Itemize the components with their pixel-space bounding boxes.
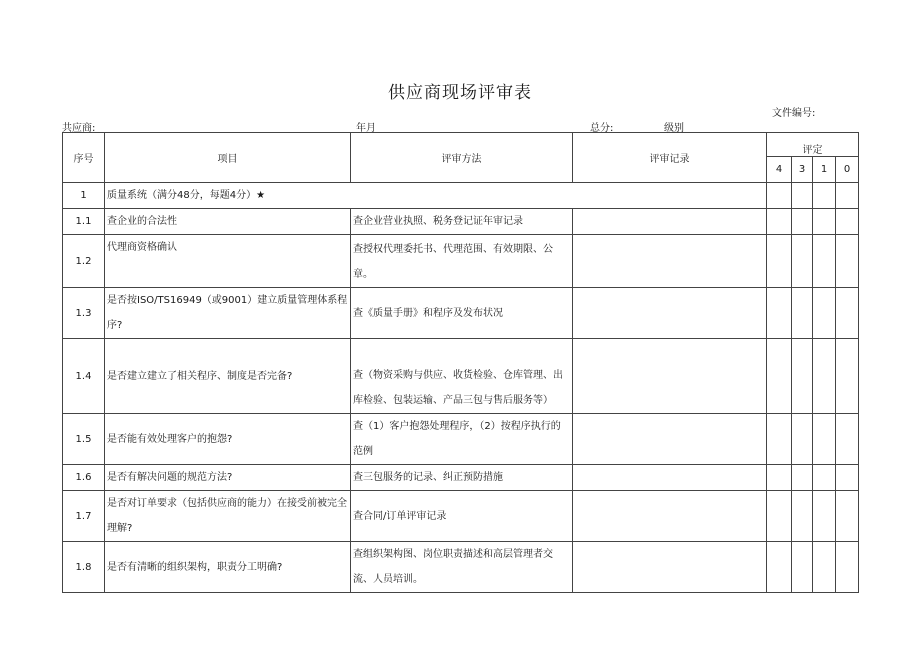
supplier-label: 共应商: (62, 123, 96, 134)
score-header: 4 (767, 157, 792, 183)
table-row (63, 465, 859, 491)
row-item: 是否对订单要求（包括供应商的能力）在接受前被完全理解? (105, 491, 351, 542)
score-cell[interactable] (792, 339, 813, 414)
score-cell[interactable] (813, 339, 836, 414)
table-row (63, 414, 859, 465)
score-cell[interactable] (767, 491, 792, 542)
score-header: 0 (836, 157, 859, 183)
row-record[interactable] (573, 414, 767, 465)
row-no: 1.7 (63, 491, 105, 542)
row-record[interactable] (573, 209, 767, 235)
score-cell[interactable] (792, 183, 813, 209)
score-cell[interactable] (767, 465, 792, 491)
score-cell[interactable] (767, 288, 792, 339)
row-method: 查合同/订单评审记录 (351, 491, 573, 542)
score-cell[interactable] (836, 491, 859, 542)
score-cell[interactable] (836, 542, 859, 593)
header-record: 评审记录 (573, 133, 767, 183)
table-row (63, 235, 859, 288)
score-cell[interactable] (792, 235, 813, 288)
score-cell[interactable] (792, 209, 813, 235)
row-record[interactable] (573, 491, 767, 542)
row-item: 是否按ISO/TS16949（或9001）建立质量管理体系程序? (105, 288, 351, 339)
score-cell[interactable] (813, 209, 836, 235)
table-row (63, 339, 859, 414)
date-label: 年月 (356, 123, 376, 134)
evaluation-table (62, 132, 859, 593)
score-cell[interactable] (792, 542, 813, 593)
row-record[interactable] (573, 339, 767, 414)
score-header: 1 (813, 157, 836, 183)
row-method: 查《质量手册》和程序及发布状况 (351, 288, 573, 339)
score-cell[interactable] (836, 183, 859, 209)
row-method: 查企业营业执照、税务登记证年审记录 (351, 209, 573, 235)
header-item: 项目 (105, 133, 351, 183)
score-cell[interactable] (813, 183, 836, 209)
row-no: 1.1 (63, 209, 105, 235)
grade-label: 级别 (664, 123, 684, 134)
row-no: 1.4 (63, 339, 105, 414)
score-cell[interactable] (813, 288, 836, 339)
row-item: 是否有清晰的组织架构，职责分工明确? (105, 542, 351, 593)
score-cell[interactable] (767, 183, 792, 209)
section-title: 质量系统（满分48分，每题4分）★ (105, 183, 767, 209)
score-cell[interactable] (836, 209, 859, 235)
score-cell[interactable] (767, 235, 792, 288)
row-method: 查（1）客户抱怨处理程序，（2）按程序执行的范例 (351, 414, 573, 465)
score-cell[interactable] (813, 542, 836, 593)
score-cell[interactable] (792, 414, 813, 465)
row-no: 1.3 (63, 288, 105, 339)
row-method: 查授权代理委托书、代理范围、有效期限、公章。 (351, 235, 573, 288)
row-record[interactable] (573, 465, 767, 491)
score-cell[interactable] (767, 339, 792, 414)
row-item: 代理商资格确认 (105, 235, 351, 288)
score-cell[interactable] (813, 491, 836, 542)
row-no: 1.5 (63, 414, 105, 465)
score-header: 3 (792, 157, 813, 183)
row-item: 是否有解决问题的规范方法? (105, 465, 351, 491)
header-row (63, 133, 859, 157)
page-title: 供应商现场评审表 (388, 83, 532, 103)
document-number-label: 文件编号: (772, 108, 816, 119)
score-cell[interactable] (792, 491, 813, 542)
score-cell[interactable] (836, 235, 859, 288)
section-no: 1 (63, 183, 105, 209)
score-cell[interactable] (836, 465, 859, 491)
row-no: 1.8 (63, 542, 105, 593)
row-record[interactable] (573, 288, 767, 339)
table-row (63, 491, 859, 542)
score-cell[interactable] (767, 542, 792, 593)
row-method: 查（物资采购与供应、收货检验、仓库管理、出库检验、包装运输、产品三包与售后服务等） (351, 339, 573, 414)
row-item: 是否建立建立了相关程序、制度是否完备? (105, 339, 351, 414)
table-row (63, 209, 859, 235)
row-record[interactable] (573, 542, 767, 593)
section-row (63, 183, 859, 209)
score-cell[interactable] (767, 414, 792, 465)
row-record[interactable] (573, 235, 767, 288)
row-method: 查三包服务的记录、纠正预防措施 (351, 465, 573, 491)
score-cell[interactable] (836, 414, 859, 465)
score-cell[interactable] (836, 288, 859, 339)
score-cell[interactable] (792, 465, 813, 491)
score-cell[interactable] (767, 209, 792, 235)
header-rating: 评定 (767, 133, 859, 157)
total-score-label: 总分: (590, 123, 614, 134)
table-row (63, 288, 859, 339)
row-item: 是否能有效处理客户的抱怨? (105, 414, 351, 465)
score-cell[interactable] (836, 339, 859, 414)
score-cell[interactable] (813, 465, 836, 491)
table-row (63, 542, 859, 593)
row-no: 1.2 (63, 235, 105, 288)
row-no: 1.6 (63, 465, 105, 491)
score-cell[interactable] (813, 414, 836, 465)
header-method: 评审方法 (351, 133, 573, 183)
row-item: 查企业的合法性 (105, 209, 351, 235)
score-cell[interactable] (792, 288, 813, 339)
header-no: 序号 (63, 133, 105, 183)
row-method: 查组织架构图、岗位职责描述和高层管理者交流、人员培训。 (351, 542, 573, 593)
score-cell[interactable] (813, 235, 836, 288)
